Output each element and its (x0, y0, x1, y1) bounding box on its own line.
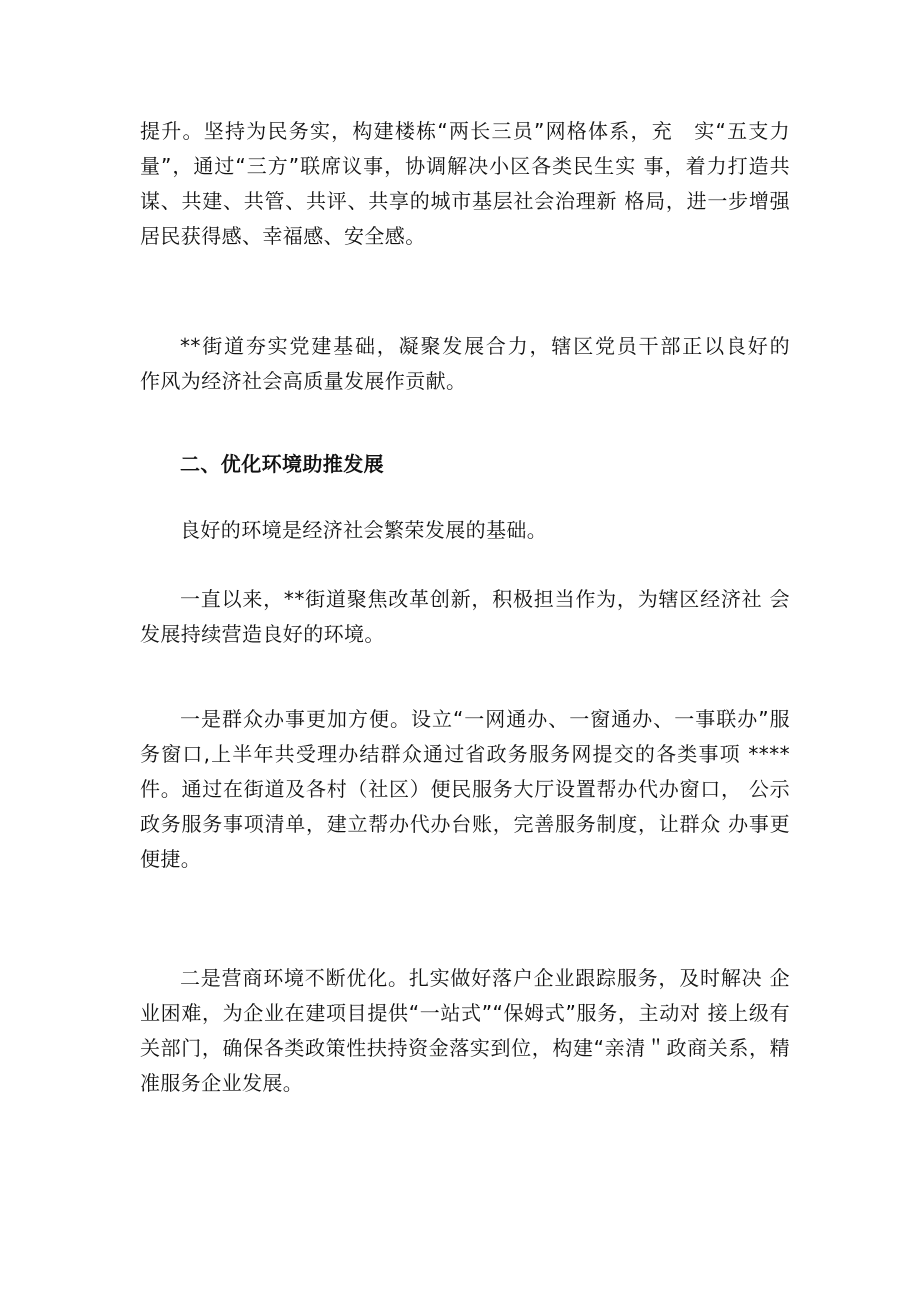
paragraph-reform-innovation: 一直以来，**街道聚焦改革创新，积极担当作为，为辖区经济社 会发展持续营造良好的环境。 (140, 587, 790, 646)
section-heading: 二、优化环境助推发展 (180, 452, 384, 476)
paragraph-continuation: 提升。坚持为民务实，构建楼栋“两长三员”网格体系，充 实“五支力量”，通过“三方”联席议事，协调解决小区各类民生实 事，着力打造共谋、共建、共管、共评、共享的城市基层社会治理新 格局，进一步增强居民获得感、幸福感、安全感。 (140, 119, 790, 248)
paragraph-convenient-services: 一是群众办事更加方便。设立“一网通办、一窗通办、一事联办”服务窗口,上半年共受理办结群众通过省政务服务网提交的各类事项 ****件。通过在街道及各村（社区）便民服务大厅设置帮办代办窗口， 公示政务服务事项清单，建立帮办代办台账，完善服务制度，让群众 办事更便捷。 (140, 707, 790, 871)
paragraph-environment-intro: 良好的环境是经济社会繁荣发展的基础。 (180, 518, 548, 542)
paragraph-business-environment: 二是营商环境不断优化。扎实做好落户企业跟踪服务，及时解决 企业困难，为企业在建项目提供“一站式”“保姆式”服务，主动对 接上级有关部门，确保各类政策性扶持资金落实到位，构建“亲清＂政商关系，精准服务企业发展。 (140, 966, 790, 1095)
paragraph-party-building: **街道夯实党建基础，凝聚发展合力，辖区党员干部正以良好的 作风为经济社会高质量发展作贡献。 (140, 334, 818, 393)
